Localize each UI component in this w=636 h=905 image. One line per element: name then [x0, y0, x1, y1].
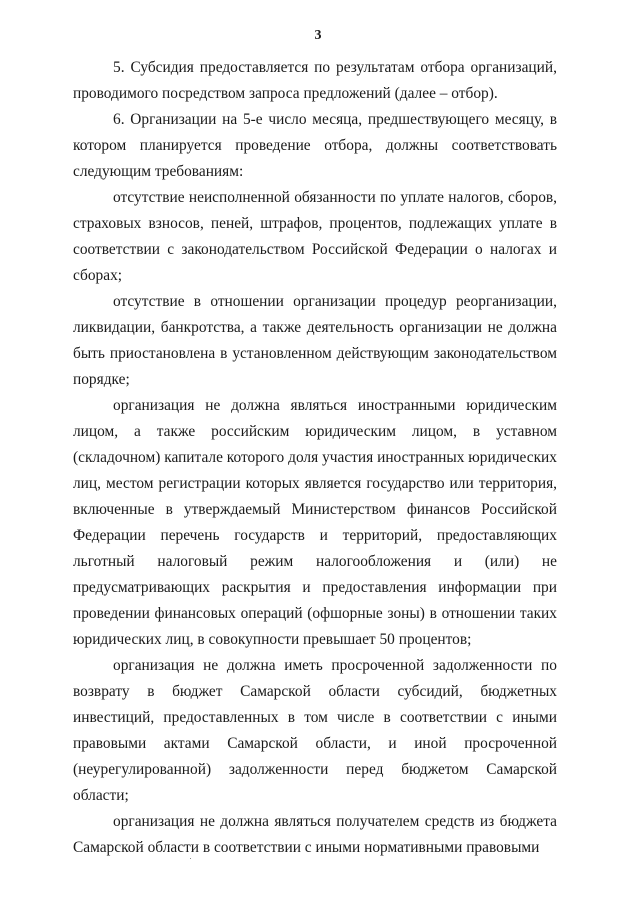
paragraph-no-tax-debt: отсутствие неисполненной обязанности по уплате налогов, сборов, страховых взносов, пеней, штрафов, процентов, подлежащих уплате в соответствии с законодательством Российской Федерации о налогах и сборах;: [73, 189, 557, 284]
paragraph-subsidy-selection: 5. Субсидия предоставляется по результатам отбора организаций, проводимого посредством запроса предложений (далее – отбор).: [73, 59, 557, 102]
paragraph-not-budget-recipient: организация не должна являться получателем средств из бюджета Самарской области в соответствии с иными нормативными правовыми: [73, 813, 557, 856]
scan-speck: [190, 858, 191, 859]
paragraph-no-reorganization: отсутствие в отношении организации процедур реорганизации, ликвидации, банкротства, а также деятельность организации не должна быть приостановлена в установленном действующим законодательством порядке;: [73, 293, 557, 388]
document-body: [73, 55, 557, 861]
paragraph-not-foreign-entity: организация не должна являться иностранными юридическим лицом, а также российским юридическим лицом, в уставном (складочном) капитале которого доля участия иностранных юридических лиц, местом регистрации которых является государство или территория, включенные в утверждаемый Министерством финансов Российской Федерации перечень государств и территорий, предоставляющих льготный налоговый режим налогообложения и (или) не предусматривающих раскрытия и предоставления информации при проведении финансовых операций (офшорные зоны) в отношении таких юридических лиц, в совокупности превышает 50 процентов;: [73, 397, 557, 648]
paragraph-requirements-intro: 6. Организации на 5-е число месяца, предшествующего месяцу, в котором планируется проведение отбора, должны соответствовать следующим требованиям:: [73, 111, 557, 180]
page-number: 3: [314, 28, 322, 43]
paragraph-no-overdue-debt: организация не должна иметь просроченной задолженности по возврату в бюджет Самарской области субсидий, бюджетных инвестиций, предоставленных в том числе в соответствии с иными правовыми актами Самарской области, и иной просроченной (неурегулированной) задолженности перед бюджетом Самарской области;: [73, 657, 557, 804]
